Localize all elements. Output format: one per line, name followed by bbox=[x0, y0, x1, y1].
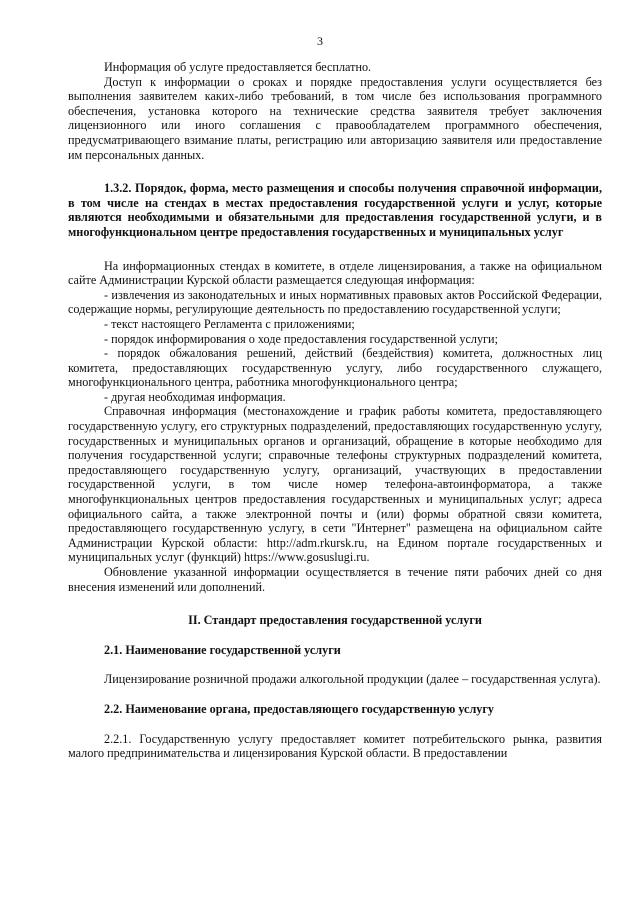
info-list bbox=[68, 288, 602, 405]
paragraph-2-2-1: 2.2.1. Государственную услугу предоставляет комитет потребительского рынка, развития малого предпринимательства и лицензирования Курской области. В предоставлении bbox=[68, 731, 602, 761]
heading-2-1: 2.1. Наименование государственной услуги bbox=[104, 642, 341, 657]
paragraph-service-name: Лицензирование розничной продажи алкогольной продукции (далее – государственная услуга). bbox=[104, 672, 601, 687]
paragraph-reference-info: Справочная информация (местонахождение и график работы комитета, предоставляющего государственную услугу, его структурных подразделений, предоставляющих государственную услугу, государственных и муниципальных органов и организаций, обращение в которые необходимо для получения государственной услуги; справочные телефоны структурных подразделений комитета, предоставляющего государственную услугу, организаций, участвующих в предоставлении государственной услуги, в том числе номер телефона-автоинформатора, а также многофункциональных центров предоставления государственных и муниципальных услуг; адреса официального сайта, а также электронной почты и (или) формы обратной связи комитета, предоставляющего государственную услугу, в сети "Интернет" размещена на официальном сайте Администрации Курской области: http://adm.rkursk.ru, на Едином портале государственных и муниципальных услуг (функций) https://www.gosuslugi.ru. bbox=[68, 404, 602, 565]
section-2-title: II. Стандарт предоставления государственной услуги bbox=[188, 613, 482, 628]
list-item: - порядок информирования о ходе предоставления государственной услуги; bbox=[104, 331, 498, 346]
paragraph-info-stands: На информационных стендах в комитете, в отделе лицензирования, а также на официальном сайте Администрации Курской области размещается следующая информация: bbox=[68, 258, 602, 288]
document-body bbox=[68, 60, 602, 761]
paragraph-update-info: Обновление указанной информации осуществляется в течение пяти рабочих дней со дня внесения изменений или дополнений. bbox=[68, 565, 602, 594]
paragraph-access-info: Доступ к информации о сроках и порядке предоставления услуги осуществляется без выполнения заявителем каких-либо требований, в том числе без использования программного обеспечения, установка которого на технические средства заявителя требует заключения лицензионного или иного соглашения с правообладателем программного обеспечения, предусматривающего взимание платы, регистрацию или авторизацию заявителя или предоставление им персональных данных. bbox=[68, 74, 602, 162]
heading-1-3-2: 1.3.2. Порядок, форма, место размещения и способы получения справочной информации, в том числе на стендах в местах предоставления государственной услуги и услуг, которые являются необходимыми и обязательными для предоставления государственной услуги, и в многофункциональном центре предоставления государственных и муниципальных услуг bbox=[68, 181, 602, 239]
heading-2-2: 2.2. Наименование органа, предоставляющего государственную услугу bbox=[104, 701, 495, 716]
list-item: - извлечения из законодательных и иных нормативных правовых актов Российской Федерации, содержащие нормы, регулирующие деятельность по предоставлению государственной услуги; bbox=[68, 287, 602, 317]
page-number: 3 bbox=[317, 34, 323, 48]
list-item: - порядок обжалования решений, действий (бездействия) комитета, должностных лиц комитета, предоставляющих государственную услугу, либо государственного служащего, многофункционального центра, работника многофункционального центра; bbox=[68, 346, 602, 390]
list-item: - другая необходимая информация. bbox=[104, 389, 286, 404]
list-item: - текст настоящего Регламента с приложениями; bbox=[104, 316, 355, 331]
paragraph-free-info: Информация об услуге предоставляется бесплатно. bbox=[104, 60, 372, 74]
